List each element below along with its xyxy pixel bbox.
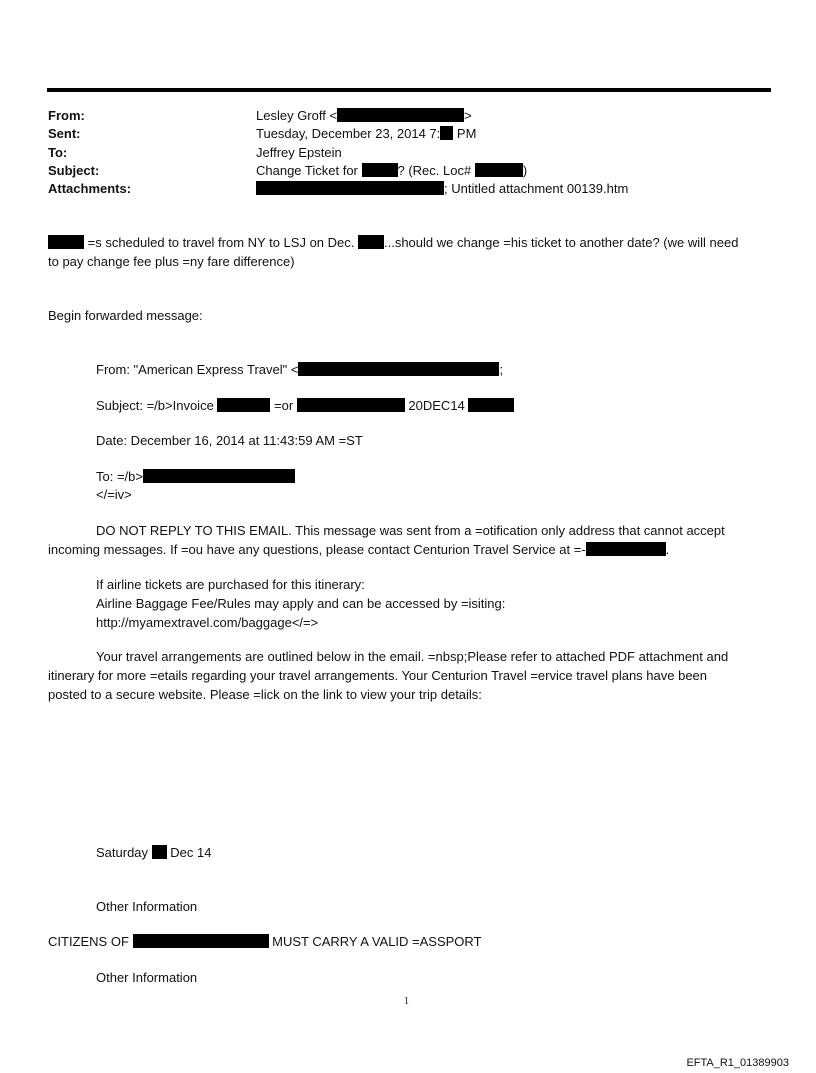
redaction-bar: [337, 108, 464, 122]
subject-label: Subject:: [48, 163, 100, 178]
redaction-bar: [143, 469, 295, 483]
intro-paragraph: =s scheduled to travel from NY to LSJ on Dec. ...should we change =his ticket to another date? (we will need to pay change fee plus =ny fare difference): [48, 235, 739, 269]
redaction-bar: [586, 542, 666, 556]
sent-value: Tuesday, December 23, 2014 7: PM: [256, 126, 477, 141]
redaction-bar: [475, 163, 523, 177]
other-information-2: Other Information: [96, 970, 198, 985]
page-number: 1: [404, 996, 409, 1007]
itinerary-date: Saturday Dec 14: [96, 845, 212, 860]
redaction-bar: [48, 235, 84, 249]
attachments-value: ; Untitled attachment 00139.htm: [256, 180, 628, 197]
redaction-bar: [217, 398, 270, 412]
fwd-div-tag: </=iv>: [96, 487, 132, 502]
redaction-bar: [468, 398, 514, 412]
to-value: Jeffrey Epstein: [256, 145, 342, 160]
travel-paragraph: Your travel arrangements are outlined below in the email. =nbsp;Please refer to attached PDF attachment and itinerary for more =etails regarding your travel arrangements. Your Centurion Travel =ervice travel plans have been posted to a secure website. Please =lick on the link to view your trip details:: [48, 649, 729, 702]
forwarded-heading: Begin forwarded message:: [48, 308, 203, 323]
fwd-from: From: "American Express Travel" < ;: [96, 362, 504, 377]
redaction-bar: [297, 398, 405, 412]
fwd-subject: Subject: =/b>Invoice =or 20DEC14: [96, 397, 514, 414]
redaction-bar: [358, 235, 384, 249]
airline-paragraph: If airline tickets are purchased for this itinerary: Airline Baggage Fee/Rules may apply and can be accessed by =isiting: http://myamextravel.com/baggage</=>: [96, 577, 506, 630]
redaction-bar: [298, 362, 499, 376]
subject-value: Change Ticket for ? (Rec. Loc# ): [256, 163, 528, 178]
redaction-bar: [440, 126, 453, 140]
to-label: To:: [48, 145, 68, 160]
header-rule: [47, 88, 771, 92]
redaction-bar: [256, 181, 444, 195]
attachments-label: Attachments:: [48, 181, 132, 196]
from-label: From:: [48, 108, 85, 123]
fwd-date: Date: December 16, 2014 at 11:43:59 AM =ST: [96, 433, 363, 448]
redaction-bar: [133, 934, 269, 948]
do-not-reply-paragraph: DO NOT REPLY TO THIS EMAIL. This message was sent from a =otification only address that cannot accept incoming messages. If =ou have any questions, please contact Centurion Travel Service at =- .: [48, 523, 725, 557]
from-value: Lesley Groff < >: [256, 108, 472, 123]
sent-label: Sent:: [48, 126, 81, 141]
redaction-bar: [362, 163, 398, 177]
redaction-bar: [152, 845, 167, 859]
citizens-notice: CITIZENS OF MUST CARRY A VALID =ASSPORT: [48, 934, 482, 949]
document-id: EFTA_R1_01389903: [686, 1057, 789, 1069]
other-information-1: Other Information: [96, 899, 198, 914]
baggage-link[interactable]: http://myamextravel.com/baggage</=>: [96, 615, 319, 630]
fwd-to: To: =/b>: [96, 468, 295, 485]
